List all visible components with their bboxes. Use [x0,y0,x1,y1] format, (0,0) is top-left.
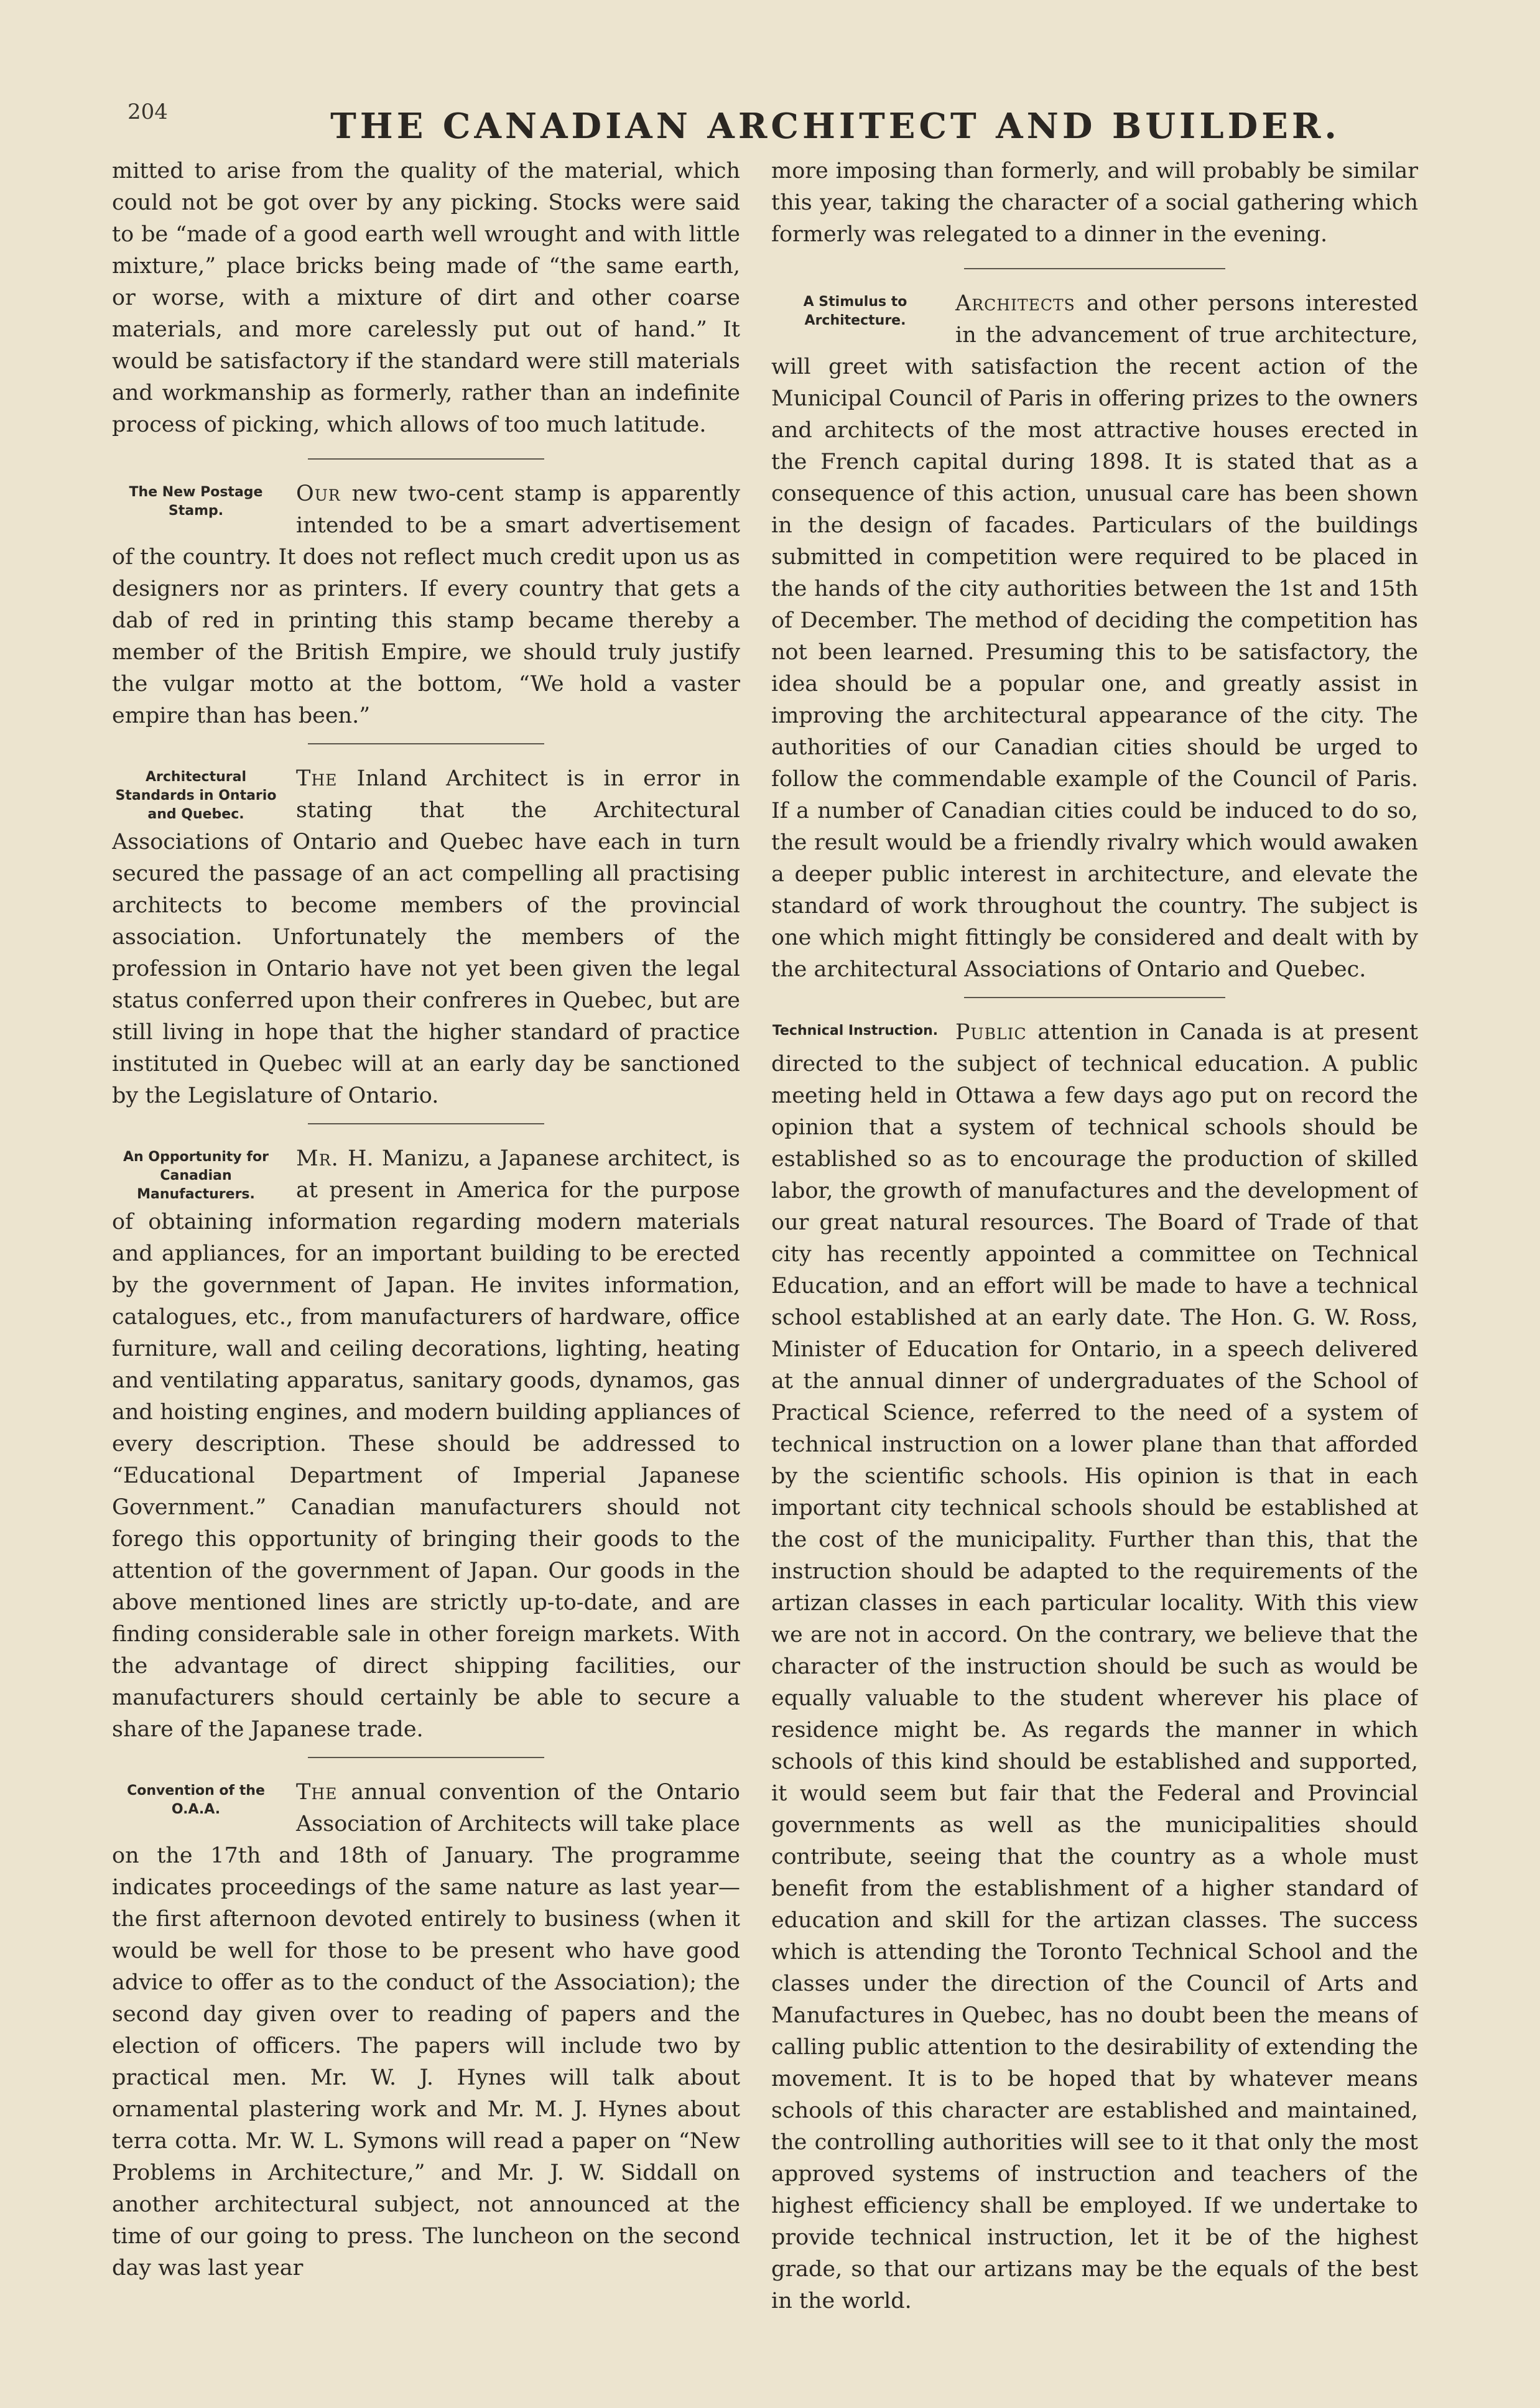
lead-word: Mr. [296,1146,348,1171]
divider [964,268,1225,269]
article-body: attention in Canada is at present directed to the subject of technical education. A public meeting held in Ottawa a few days ago put on record the opinion that a system of technical schools should be established so as to encourage the production of skilled labor, the growth of manufactures and the development of our great natural resources. The Board of Trade of that city has recently appointed a committee on Technical Education, and an effort will be made to have a technical school established at an early date. The Hon. G. W. Ross, Minister of Education for Ontario, in a speech delivered at the annual dinner of undergraduates of the School of Practical Science, referred to the need of a system of technical instruction on a lower plane than that afforded by the scientific schools. His opinion is that in each important city technical schools should be established at the cost of the municipality. Further than this, that the instruction should be adapted to the requirements of the artizan classes in each particular locality. With this view we are not in accord. On the contrary, we believe that the character of the instruction should be such as would be equally valuable to the student wherever his place of residence might be. As regards the manner in which schools of this kind should be established and supported, it would seem but fair that the Federal and Provincial governments as well as the municipalities should contribute, seeing that the country as a whole must benefit from the establishment of a higher standard of education and skill for the artizan classes. The success which is attending the Toronto Technical School and the classes under the direction of the Council of Arts and Manufactures in Quebec, has no doubt been the means of calling public attention to the desirability of extending the movement. It is to be hoped that by whatever means schools of this character are established and maintained, the controlling authorities will see to it that only the most approved systems of instruction and teachers of the highest efficiency shall be employed. If we undertake to provide technical instruction, let it be of the highest grade, so that our artizans may be the equals of the best in the world. [771,1020,1418,2313]
page-number: 204 [128,100,168,124]
article-convention-oaa [112,1777,740,2284]
article-new-postage-stamp [112,478,740,732]
article-body: new two-cent stamp is apparently intended to be a smart advertisement of the country. It does not reflect much credit upon us as designers nor as printers. If every country that gets a dab of red in printing this stamp became thereby a member of the British Empire, we should truly justify the vulgar motto at the bottom, “We hold a vaster empire than has been.” [112,481,740,728]
article-technical-instruction [771,1017,1418,2317]
left-column [112,155,740,2295]
divider [308,743,544,744]
divider [308,1123,544,1124]
right-column [771,155,1418,2328]
sidehead: Technical Instruction. [772,1023,939,1039]
divider [964,997,1225,998]
sidehead: Architectural Standards in Ontario and Quebec. [115,769,277,822]
lead-word: The [296,1780,351,1805]
article-body: and other persons interested in the advancement of true architecture, will greet with satisfaction the recent action of the Municipal Council of Paris in offering prizes to the owners and architects of the most attractive houses erected in the French capital during 1898. It is stated that as a consequence of this action, unusual care has been shown in the design of facades. Particulars of the buildings submitted in competition were required to be placed in the hands of the city authorities between the 1st and 15th of December. The method of deciding the competition has not been learned. Presuming this to be satisfactory, the idea should be a popular one, and greatly assist in improving the architectural appearance of the city. The authorities of our Canadian cities should be urged to follow the commendable example of the Council of Paris. If a number of Canadian cities could be induced to do so, the result would be a friendly rivalry which would awaken a deeper public interest in architecture, and elevate the standard of work throughout the country. The subject is one which might fittingly be considered and dealt with by the architectural Associations of Ontario and Quebec. [771,291,1418,982]
lead-word: Our [296,481,352,506]
article-architectural-standards [112,763,740,1112]
lead-word: Architects [955,291,1087,316]
sidehead: Convention of the O.A.A. [127,1783,265,1817]
masthead: THE CANADIAN ARCHITECT AND BUILDER. [330,106,1340,147]
lead-word: The [296,766,357,791]
lead-word: Public [955,1020,1038,1045]
divider [308,1757,544,1758]
article-body: Inland Architect is in error in stating that the Architectural Associations of Ontario and Quebec have each in turn secured the passage of an act compelling all practising architects to become members of the provincial association. Unfortunately the members of the profession in Ontario have not yet been given the legal status conferred upon their confreres in Quebec, but are still living in hope that the higher standard of practice instituted in Quebec will at an early day be sanctioned by the Legislature of Ontario. [112,766,740,1108]
sidehead: An Opportunity for Canadian Manufacturers. [123,1149,269,1202]
continuation-text: more imposing than formerly, and will probably be similar this year, taking the character of a social gathering which formerly was relegated to a dinner in the evening. [771,159,1418,247]
article-body: H. Manizu, a Japanese architect, is at present in America for the purpose of obtaining information regarding modern materials and appliances, for an important building to be erected by the government of Japan. He invites information, catalogues, etc., from manufacturers of hardware, office furniture, wall and ceiling decorations, lighting, heating and ventilating apparatus, sanitary goods, dynamos, gas and hoisting engines, and modern building appliances of every description. These should be addressed to “Educational Department of Imperial Japanese Government.” Canadian manufacturers should not forego this opportunity of bringing their goods to the attention of the government of Japan. Our goods in the above mentioned lines are strictly up-to-date, and are finding considerable sale in other foreign markets. With the advantage of direct shipping facilities, our manufacturers should certainly be able to secure a share of the Japanese trade. [112,1146,740,1742]
article-opportunity-manufacturers [112,1143,740,1746]
sidehead: The New Postage Stamp. [129,484,263,519]
divider [308,458,544,460]
article-body: annual convention of the Ontario Association of Architects will take place on the 17th and 18th of January. The programme indicates proceedings of the same nature as last year—the first afternoon devoted entirely to business (when it would be well for those to be present who have good advice to offer as to the conduct of the Association); the second day given over to reading of papers and the election of officers. The papers will include two by practical men. Mr. W. J. Hynes will talk about ornamental plastering work and Mr. M. J. Hynes about terra cotta. Mr. W. L. Symons will read a paper on “New Problems in Architecture,” and Mr. J. W. Siddall on another architectural subject, not announced at the time of our going to press. The luncheon on the second day was last year [112,1780,740,2281]
sidehead: A Stimulus to Architecture. [803,294,907,328]
continuation-text: mitted to arise from the quality of the material, which could not be got over by any picking. Stocks were said to be “made of a good earth well wrought and with little mixture,” place bricks being made of “the same earth, or worse, with a mixture of dirt and other coarse materials, and more carelessly put out of hand.” It would be satisfactory if the standard were still materials and workmanship as formerly, rather than an indefinite process of picking, which allows of too much latitude. [112,159,740,437]
article-stimulus-architecture [771,288,1418,986]
